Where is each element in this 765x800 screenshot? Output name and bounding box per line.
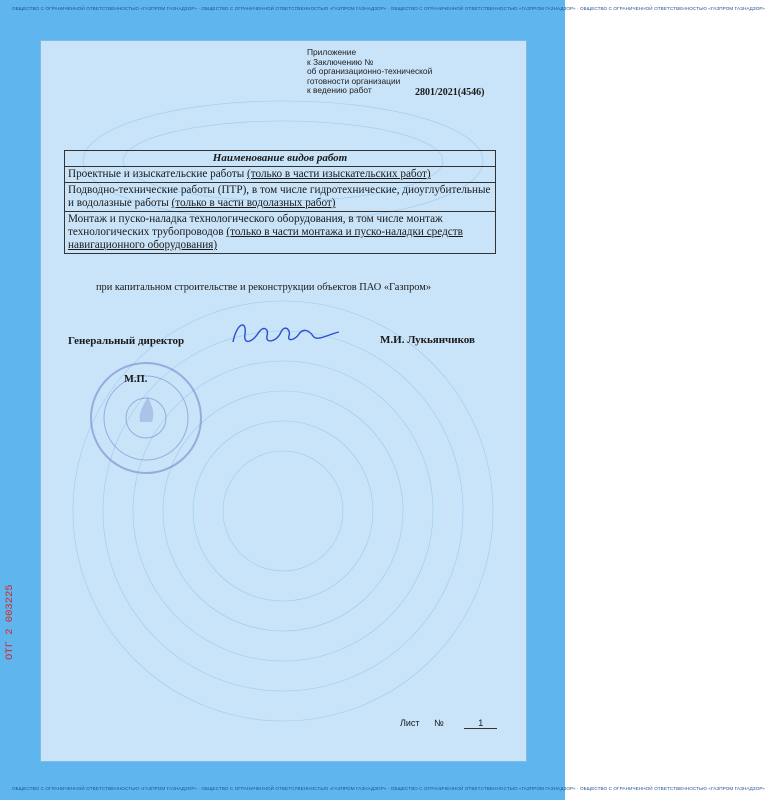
- appendix-line2: к Заключению №: [307, 56, 374, 67]
- scope-note: при капитальном строительстве и реконструкции объектов ПАО «Газпром»: [96, 282, 432, 293]
- sheet-number-block: [400, 718, 497, 728]
- director-name: М.И. Лукьянчиков: [380, 334, 475, 346]
- border-microtext-bottom: ОБЩЕСТВО С ОГРАНИЧЕННОЙ ОТВЕТСТВЕННОСТЬЮ «ГАЗПРОМ ГАЗНАДЗОР» · ОБЩЕСТВО С ОГРАНИЧЕННОЙ ОТВЕТСТВЕННОСТЬЮ «ГАЗПРОМ ГАЗНАДЗОР» · ОБЩЕСТВО С ОГРАНИЧЕННОЙ ОТВЕТСТВЕННОСТЬЮ «ГАЗПРОМ ГАЗНАДЗОР» · ОБЩЕСТВО С ОГРАНИЧЕННОЙ ОТВЕТСТВЕННОСТЬЮ «ГАЗПРОМ ГАЗНАДЗОР»: [12, 786, 765, 791]
- table-row: Подводно-технические работы (ПТР), в том числе гидротехнические, диоуглубительные и водолазные работы (только в части водолазных работ): [65, 183, 496, 212]
- appendix-line4: готовности организации: [307, 75, 401, 86]
- appendix-line1: Приложение: [307, 47, 357, 57]
- appendix-line5: к ведению работ: [307, 85, 372, 96]
- signature: [225, 312, 345, 357]
- appendix-line3: об организационно-технической: [307, 66, 433, 77]
- table-row: Монтаж и пуско-наладка технологического оборудования, в том числе монтаж технологических трубопроводов (только в части монтажа и пуско-наладки средств навигационного оборудования): [65, 212, 496, 254]
- works-table: [64, 150, 496, 254]
- appendix-number: 2801/2021(4546): [415, 87, 485, 98]
- table-row: Проектные и изыскательские работы (только в части изыскательских работ): [65, 167, 496, 183]
- director-title: Генеральный директор: [68, 335, 185, 347]
- mp-label: М.П.: [124, 374, 148, 385]
- sheet-no-label: №: [434, 718, 444, 728]
- sheet-label: Лист: [400, 718, 420, 728]
- sheet-number: 1: [464, 718, 497, 729]
- serial-number: ОТГ 2 003225: [4, 584, 16, 660]
- works-table-header: Наименование видов работ: [65, 151, 496, 167]
- border-microtext-top: ОБЩЕСТВО С ОГРАНИЧЕННОЙ ОТВЕТСТВЕННОСТЬЮ «ГАЗПРОМ ГАЗНАДЗОР» · ОБЩЕСТВО С ОГРАНИЧЕННОЙ ОТВЕТСТВЕННОСТЬЮ «ГАЗПРОМ ГАЗНАДЗОР» · ОБЩЕСТВО С ОГРАНИЧЕННОЙ ОТВЕТСТВЕННОСТЬЮ «ГАЗПРОМ ГАЗНАДЗОР» · ОБЩЕСТВО С ОГРАНИЧЕННОЙ ОТВЕТСТВЕННОСТЬЮ «ГАЗПРОМ ГАЗНАДЗОР»: [12, 6, 765, 11]
